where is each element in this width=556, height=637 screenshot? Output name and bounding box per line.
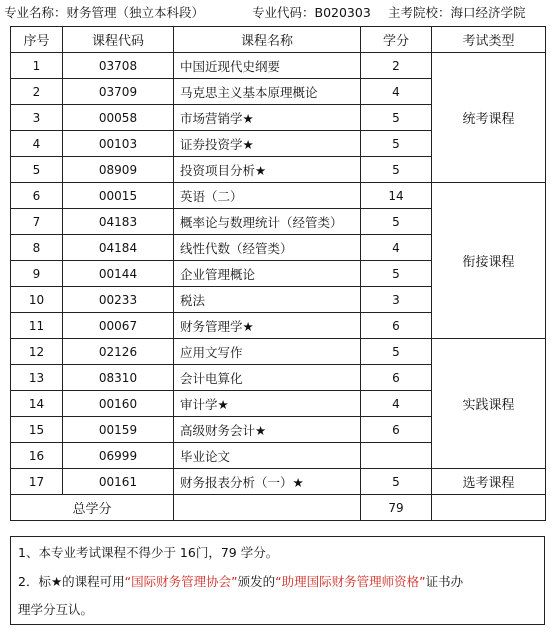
row-no: 1 (11, 53, 63, 79)
note-1: 1、本专业考试课程不得少于 16门，79 学分。 (18, 545, 279, 560)
row-code: 00144 (63, 261, 174, 287)
row-no: 13 (11, 365, 63, 391)
row-name: 毕业论文 (174, 443, 361, 469)
row-code: 00067 (63, 313, 174, 339)
table-row (11, 53, 546, 79)
row-name: 税法 (174, 287, 361, 313)
row-name: 英语（二） (174, 183, 361, 209)
course-table (10, 26, 546, 521)
row-code: 03708 (63, 53, 174, 79)
major-name: 专业名称：财务管理（独立本科段） (4, 5, 205, 20)
row-credit: 4 (361, 235, 432, 261)
note-2-association: “国际财务管理协会” (124, 574, 238, 589)
row-code: 04184 (63, 235, 174, 261)
row-name: 财务管理学★ (174, 313, 361, 339)
exam-type-practice: 实践课程 (432, 339, 546, 469)
row-no: 9 (11, 261, 63, 287)
exam-type-unified: 统考课程 (432, 53, 546, 183)
row-name: 高级财务会计★ (174, 417, 361, 443)
row-credit: 6 (361, 365, 432, 391)
row-name: 市场营销学★ (174, 105, 361, 131)
col-header-code: 课程代码 (63, 27, 174, 53)
total-empty-cell (432, 495, 546, 521)
row-name: 会计电算化 (174, 365, 361, 391)
row-code: 00015 (63, 183, 174, 209)
exam-type-elective: 选考课程 (432, 469, 546, 495)
row-credit: 6 (361, 313, 432, 339)
row-no: 10 (11, 287, 63, 313)
row-credit: 5 (361, 261, 432, 287)
row-no: 4 (11, 131, 63, 157)
row-credit: 2 (361, 53, 432, 79)
col-header-name: 课程名称 (174, 27, 361, 53)
note-2-qualification: “助理国际财务管理师资格” (275, 574, 426, 589)
host-school: 主考院校：海口经济学院 (388, 5, 526, 20)
table-row (11, 339, 546, 365)
row-credit: 5 (361, 157, 432, 183)
row-no: 2 (11, 79, 63, 105)
row-credit: 5 (361, 469, 432, 495)
row-no: 3 (11, 105, 63, 131)
row-no: 5 (11, 157, 63, 183)
row-no: 7 (11, 209, 63, 235)
row-credit (361, 443, 432, 469)
note-2-text: 颁发的 (237, 574, 276, 589)
table-header-row (11, 27, 546, 53)
row-credit: 5 (361, 105, 432, 131)
table-row (11, 183, 546, 209)
row-name: 证券投资学★ (174, 131, 361, 157)
col-header-exam-type: 考试类型 (432, 27, 546, 53)
row-code: 08909 (63, 157, 174, 183)
row-credit: 5 (361, 131, 432, 157)
table-row (11, 469, 546, 495)
row-credit: 14 (361, 183, 432, 209)
row-credit: 5 (361, 209, 432, 235)
row-no: 11 (11, 313, 63, 339)
notes-box (10, 536, 545, 625)
note-2-continued: 理学分互认。 (18, 602, 94, 617)
row-name: 企业管理概论 (174, 261, 361, 287)
row-no: 14 (11, 391, 63, 417)
row-code: 00160 (63, 391, 174, 417)
total-credit-value: 79 (361, 495, 432, 521)
row-credit: 3 (361, 287, 432, 313)
row-no: 6 (11, 183, 63, 209)
row-code: 00058 (63, 105, 174, 131)
col-header-no: 序号 (11, 27, 63, 53)
col-header-credit: 学分 (361, 27, 432, 53)
row-name: 投资项目分析★ (174, 157, 361, 183)
row-code: 08310 (63, 365, 174, 391)
row-code: 03709 (63, 79, 174, 105)
row-code: 06999 (63, 443, 174, 469)
note-2-text: 2．标★的课程可用 (18, 574, 125, 589)
row-code: 02126 (63, 339, 174, 365)
row-code: 00161 (63, 469, 174, 495)
row-credit: 6 (361, 417, 432, 443)
row-name: 财务报表分析（一）★ (174, 469, 361, 495)
row-name: 审计学★ (174, 391, 361, 417)
row-credit: 4 (361, 391, 432, 417)
note-2-text: 证书办 (425, 574, 464, 589)
major-code: 专业代码：B020303 (252, 5, 371, 20)
row-no: 8 (11, 235, 63, 261)
row-credit: 4 (361, 79, 432, 105)
row-code: 00103 (63, 131, 174, 157)
row-name: 应用文写作 (174, 339, 361, 365)
row-code: 00159 (63, 417, 174, 443)
total-row (11, 495, 546, 521)
row-no: 17 (11, 469, 63, 495)
row-no: 15 (11, 417, 63, 443)
row-code: 04183 (63, 209, 174, 235)
total-credit-label: 总学分 (11, 495, 174, 521)
row-name: 概率论与数理统计（经管类） (174, 209, 361, 235)
row-no: 16 (11, 443, 63, 469)
row-name: 线性代数（经管类） (174, 235, 361, 261)
exam-type-bridging: 衔接课程 (432, 183, 546, 339)
row-name: 马克思主义基本原理概论 (174, 79, 361, 105)
row-name: 中国近现代史纲要 (174, 53, 361, 79)
total-empty-cell (174, 495, 361, 521)
row-no: 12 (11, 339, 63, 365)
row-credit: 5 (361, 339, 432, 365)
program-header (0, 0, 556, 26)
note-2 (18, 572, 463, 590)
row-code: 00233 (63, 287, 174, 313)
